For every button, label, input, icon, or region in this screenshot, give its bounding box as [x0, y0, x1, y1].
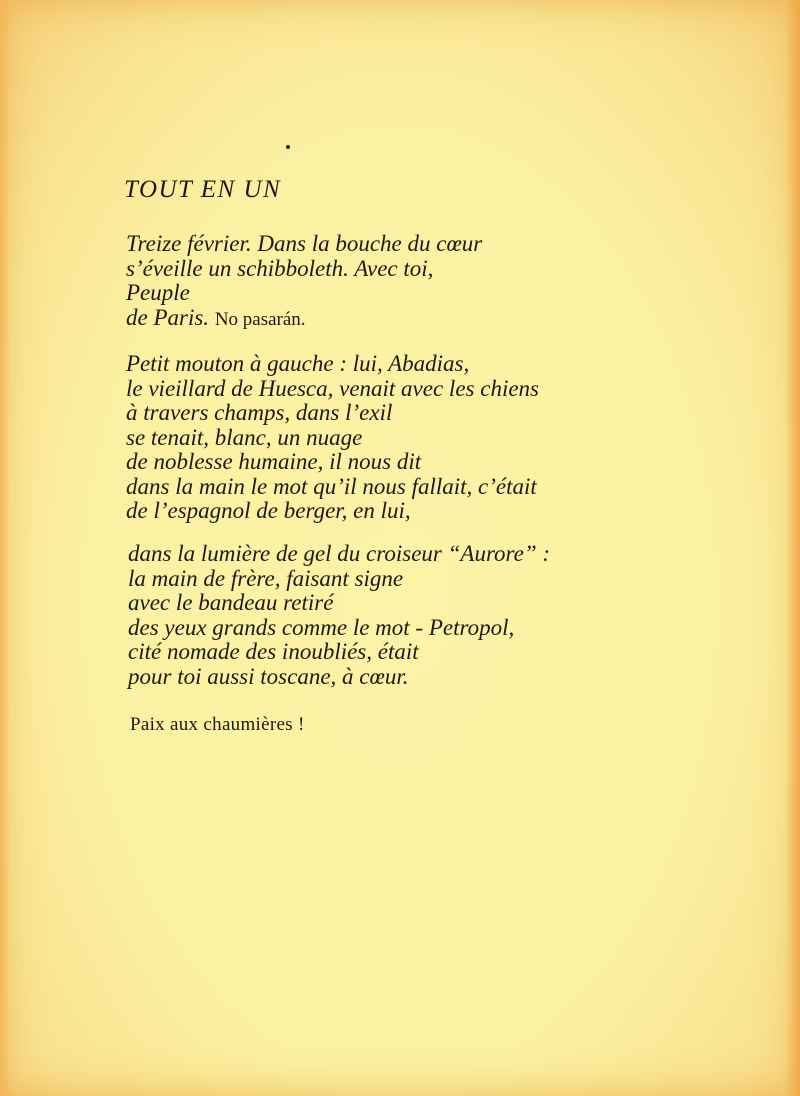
poem-line: dans la lumière de gel du croiseur “Aurore” :: [128, 541, 551, 566]
stanza-1: [126, 232, 482, 332]
poem-line-italic-part: de Paris.: [126, 304, 210, 330]
poem-line: s’éveille un schibboleth. Avec toi,: [126, 255, 434, 281]
poem-line: se tenait, blanc, un nuage: [126, 424, 363, 450]
poem-line: dans la main le mot qu’il nous fallait, c’était: [126, 473, 537, 499]
page-edge-left: [0, 0, 10, 1096]
ink-dot: [286, 145, 290, 149]
poem-title: TOUT EN UN: [124, 176, 282, 203]
poem-line: de noblesse humaine, il nous dit: [126, 449, 422, 474]
poem-line: la main de frère, faisant signe: [128, 565, 404, 591]
poem-line: de l’espagnol de berger, en lui,: [126, 498, 411, 523]
poem-line-roman-part: No pasarán.: [214, 308, 306, 330]
poem-line: [126, 306, 482, 333]
poem-line: Peuple: [126, 280, 190, 305]
poem-line: Treize février. Dans la bouche du cœur: [126, 231, 483, 256]
closing-line: Paix aux chaumières !: [130, 714, 305, 735]
page-edge-right: [786, 0, 800, 1096]
stanza-2: [126, 352, 539, 524]
stanza-3: [128, 542, 550, 689]
poem-line: le vieillard de Huesca, venait avec les chiens: [126, 375, 539, 401]
poem-line: pour toi aussi toscane, à cœur.: [128, 663, 409, 689]
poem-line: avec le bandeau retiré: [128, 590, 334, 615]
poem-line: Petit mouton à gauche : lui, Abadias,: [126, 351, 470, 376]
poem-line: cité nomade des inoubliés, était: [128, 639, 419, 664]
poem-line: des yeux grands comme le mot - Petropol,: [128, 614, 515, 640]
poem-line: à travers champs, dans l’exil: [126, 400, 393, 425]
